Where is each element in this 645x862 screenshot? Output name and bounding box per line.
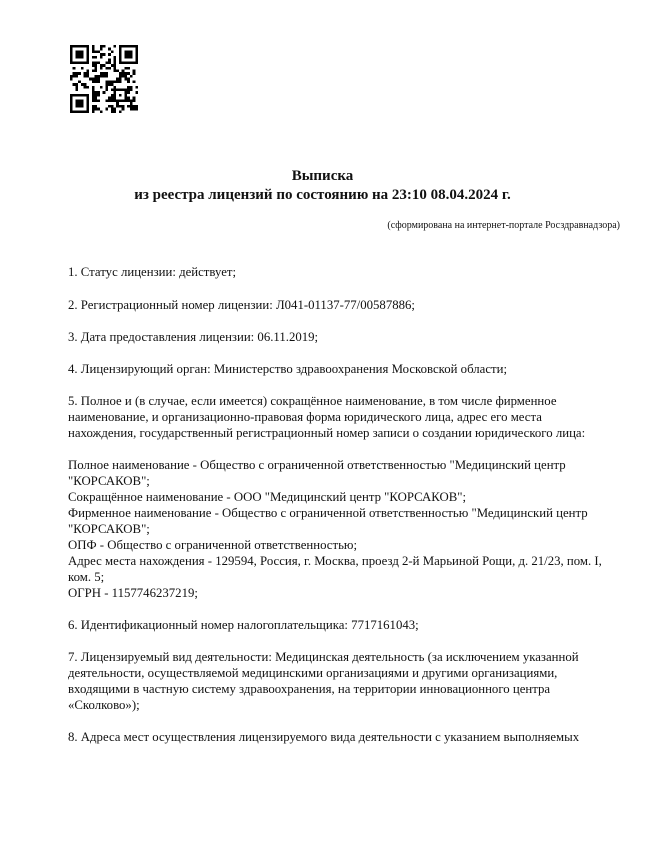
qr-code-icon: [70, 45, 138, 113]
source-note: (сформирована на интернет-портале Росздравнадзора): [387, 220, 620, 231]
item-licensing-authority: 4. Лицензирующий орган: Министерство здравоохранения Московской области;: [68, 362, 508, 376]
document-title: Выписка: [291, 168, 354, 184]
item-license-status: 1. Статус лицензии: действует;: [68, 265, 237, 279]
item-organization-heading: 5. Полное и (в случае, если имеется) сокращённое наименование, в том числе фирменное наименование, и организационно-правовая форма юридического лица, адрес его места нахождения, государственный регистрационный номер записи о создании юридического лица:: [68, 394, 586, 440]
item-activity-addresses: 8. Адреса мест осуществления лицензируемого вида деятельности с указанием выполняемых: [68, 730, 580, 744]
org-brand-name: Фирменное наименование - Общество с ограниченной ответственностью "Медицинский центр "КОРСАКОВ";: [68, 506, 588, 536]
item-registration-number: 2. Регистрационный номер лицензии: Л041-01137-77/00587886;: [68, 298, 415, 312]
org-opf: ОПФ - Общество с ограниченной ответственностью;: [68, 538, 358, 552]
org-ogrn: ОГРН - 1157746237219;: [68, 586, 198, 600]
document-subtitle: из реестра лицензий по состоянию на 23:10 08.04.2024 г.: [134, 187, 511, 203]
organization-details: [68, 457, 608, 601]
org-full-name: Полное наименование - Общество с ограниченной ответственностью "Медицинский центр "КОРСАКОВ";: [68, 458, 566, 488]
item-taxpayer-id: 6. Идентификационный номер налогоплательщика: 7717161043;: [68, 618, 419, 632]
item-issue-date: 3. Дата предоставления лицензии: 06.11.2019;: [68, 330, 319, 344]
item-activity-type: 7. Лицензируемый вид деятельности: Медицинская деятельность (за исключением указанной деятельности, осуществляемой медицинскими организациями и другими организациями, входящими в частную систему здравоохранения, на территории инновационного центра «Сколково»);: [68, 650, 579, 712]
org-address: Адрес места нахождения - 129594, Россия, г. Москва, проезд 2-й Марьиной Рощи, д. 21/23, пом. I, ком. 5;: [68, 554, 602, 584]
org-short-name: Сокращённое наименование - ООО "Медицинский центр "КОРСАКОВ";: [68, 490, 467, 504]
